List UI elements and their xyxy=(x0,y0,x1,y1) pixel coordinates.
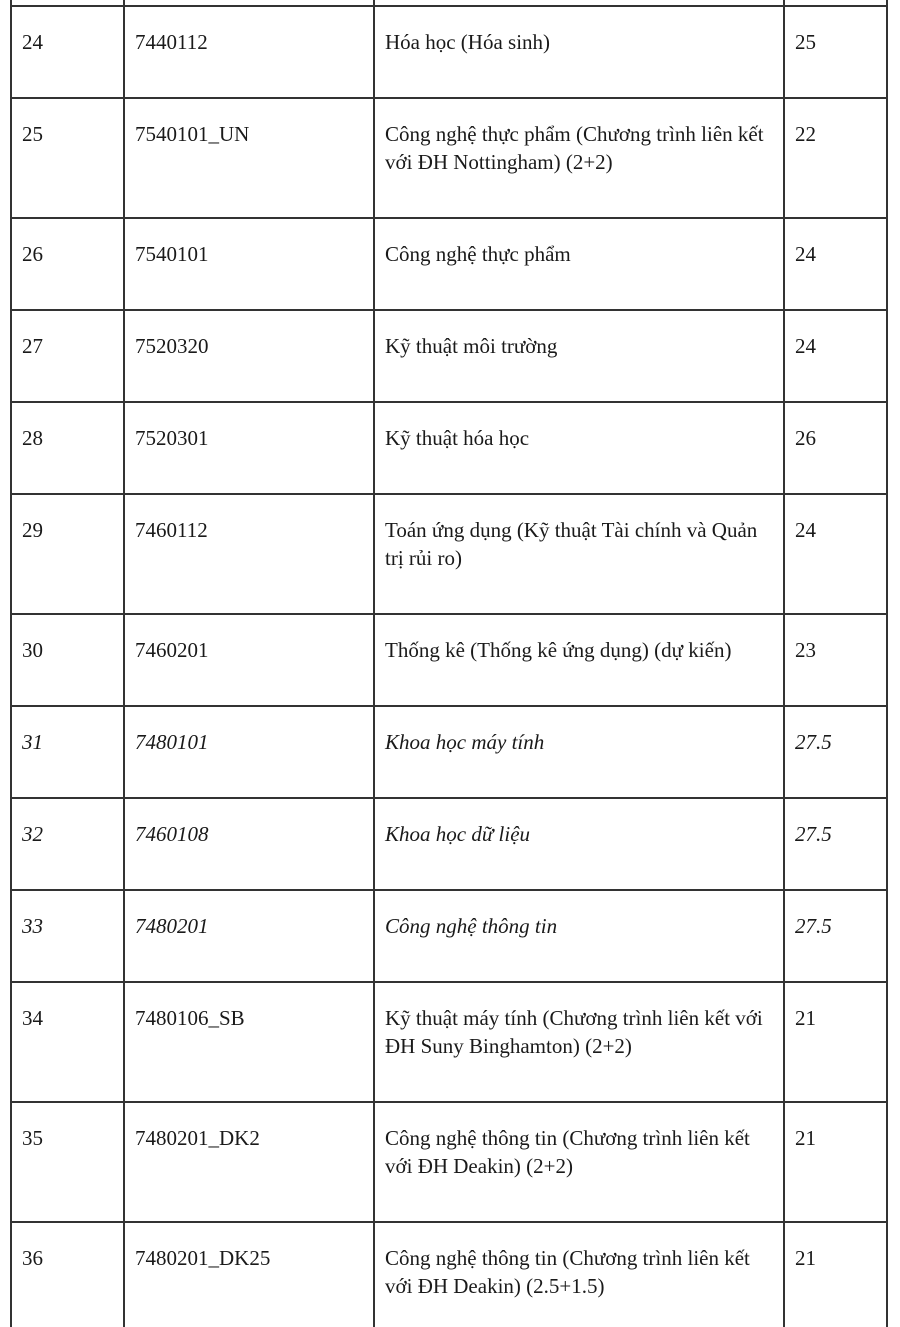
cell-score: 26 xyxy=(784,402,887,494)
cell-code: 7480201 xyxy=(124,890,374,982)
cell-code: 7460201 xyxy=(124,614,374,706)
cell-name: Thống kê (Thống kê ứng dụng) (dự kiến) xyxy=(374,614,784,706)
cell-stt: 29 xyxy=(11,494,124,614)
cell-code: 7480106_SB xyxy=(124,982,374,1102)
table-row xyxy=(11,1222,887,1327)
table-row xyxy=(11,6,887,98)
table-row xyxy=(11,890,887,982)
cell-code: 7520301 xyxy=(124,402,374,494)
cell-stt: 24 xyxy=(11,6,124,98)
cell-name: Khoa học dữ liệu xyxy=(374,798,784,890)
cell-code: 7540101 xyxy=(124,218,374,310)
table-row xyxy=(11,402,887,494)
table-row xyxy=(11,218,887,310)
cell-name: Toán ứng dụng (Kỹ thuật Tài chính và Quản trị rủi ro) xyxy=(374,494,784,614)
cell-code: 7460108 xyxy=(124,798,374,890)
cell-score: 24 xyxy=(784,494,887,614)
cell-score: 24 xyxy=(784,218,887,310)
table-body xyxy=(11,0,887,1327)
cell-code: 7440112 xyxy=(124,6,374,98)
cell-stt: 25 xyxy=(11,98,124,218)
cell-score: 21 xyxy=(784,1102,887,1222)
table-row xyxy=(11,1102,887,1222)
cell-stt: 35 xyxy=(11,1102,124,1222)
cell-stt: 26 xyxy=(11,218,124,310)
cell-stt: 36 xyxy=(11,1222,124,1327)
cell-score: 27.5 xyxy=(784,798,887,890)
table-row xyxy=(11,614,887,706)
cell-name: Kỹ thuật môi trường xyxy=(374,310,784,402)
table-row xyxy=(11,798,887,890)
cell-name: Kỹ thuật hóa học xyxy=(374,402,784,494)
cell-name: Công nghệ thông tin (Chương trình liên kết với ĐH Deakin) (2.5+1.5) xyxy=(374,1222,784,1327)
cell-name: Kỹ thuật máy tính (Chương trình liên kết với ĐH Suny Binghamton) (2+2) xyxy=(374,982,784,1102)
cell-name: Công nghệ thông tin (Chương trình liên kết với ĐH Deakin) (2+2) xyxy=(374,1102,784,1222)
table-row xyxy=(11,98,887,218)
cell-score: 27.5 xyxy=(784,890,887,982)
admission-scores-table xyxy=(10,0,888,1327)
table-row xyxy=(11,982,887,1102)
table-row xyxy=(11,310,887,402)
cell-name: Công nghệ thông tin xyxy=(374,890,784,982)
cell-stt: 34 xyxy=(11,982,124,1102)
cell-code: 7480101 xyxy=(124,706,374,798)
cell-name: Công nghệ thực phẩm xyxy=(374,218,784,310)
cell-score: 21 xyxy=(784,982,887,1102)
cell-code: 7520320 xyxy=(124,310,374,402)
cell-code: 7480201_DK25 xyxy=(124,1222,374,1327)
table-row xyxy=(11,494,887,614)
cell-score: 21 xyxy=(784,1222,887,1327)
cell-score: 27.5 xyxy=(784,706,887,798)
cell-name: Công nghệ thực phẩm (Chương trình liên kết với ĐH Nottingham) (2+2) xyxy=(374,98,784,218)
cell-code: 7480201_DK2 xyxy=(124,1102,374,1222)
cell-score: 25 xyxy=(784,6,887,98)
cell-stt: 28 xyxy=(11,402,124,494)
cell-name: Khoa học máy tính xyxy=(374,706,784,798)
cell-code: 7540101_UN xyxy=(124,98,374,218)
cell-score: 22 xyxy=(784,98,887,218)
cell-stt: 33 xyxy=(11,890,124,982)
cell-stt: 31 xyxy=(11,706,124,798)
cell-name: Hóa học (Hóa sinh) xyxy=(374,6,784,98)
cell-code: 7460112 xyxy=(124,494,374,614)
cell-stt: 32 xyxy=(11,798,124,890)
cell-score: 24 xyxy=(784,310,887,402)
cell-score: 23 xyxy=(784,614,887,706)
cell-stt: 30 xyxy=(11,614,124,706)
cell-stt: 27 xyxy=(11,310,124,402)
table-row xyxy=(11,706,887,798)
